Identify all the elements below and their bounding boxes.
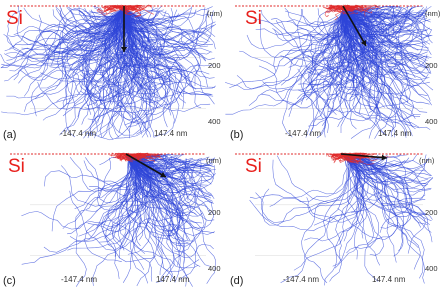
x-tick-right-b: 147.4 nm [378,129,412,138]
electron-trajectory [225,6,344,90]
x-tick-right-d: 147.4 nm [372,275,406,284]
y-tick-200-a: 200 [208,61,221,70]
electron-trajectory [67,154,135,250]
y-tick-400-c: 400 [208,264,221,273]
material-label-b: Si [245,8,262,29]
material-label-c: Si [8,156,25,177]
y-tick-400-b: 400 [425,117,438,126]
x-tick-right-a: 147.4 nm [154,129,188,138]
trajectory-group [1,6,216,140]
x-tick-left-b: -147.4 nm [285,129,322,138]
x-tick-right-c: 147.4 nm [156,275,190,284]
y-tick-200-c: 200 [208,208,221,217]
panel-label-a: (a) [3,129,17,141]
x-tick-left-c: -147.4 nm [61,275,98,284]
unit-label-c: (nm) [206,156,222,165]
electron-trajectory [273,154,348,202]
electron-trajectory [44,154,144,252]
trajectory-group [250,154,433,285]
unit-label-b: (nm) [425,9,441,18]
trajectory-plot-c [0,145,221,290]
panel-d [225,145,441,290]
y-tick-200-b: 200 [425,61,438,70]
y-tick-400-a: 400 [208,117,221,126]
electron-trajectory [325,154,350,285]
panel-a [0,0,221,145]
trajectory-plot-a [0,0,221,145]
panel-b [225,0,441,145]
material-label-d: Si [245,156,262,177]
x-tick-left-d: -147.4 nm [283,275,320,284]
unit-label-a: (nm) [207,9,223,18]
electron-trajectory [261,154,360,223]
panel-c [0,145,221,290]
panel-label-d: (d) [230,275,244,287]
y-tick-200-d: 200 [425,208,438,217]
panel-label-b: (b) [230,129,244,141]
electron-trajectory [250,154,347,199]
x-tick-left-a: -147.4 nm [60,129,97,138]
panel-label-c: (c) [3,275,16,287]
trajectory-group [21,154,215,287]
unit-label-d: (nm) [419,156,435,165]
y-tick-400-d: 400 [425,264,438,273]
material-label-a: Si [6,8,23,29]
electron-trajectory [333,154,358,266]
